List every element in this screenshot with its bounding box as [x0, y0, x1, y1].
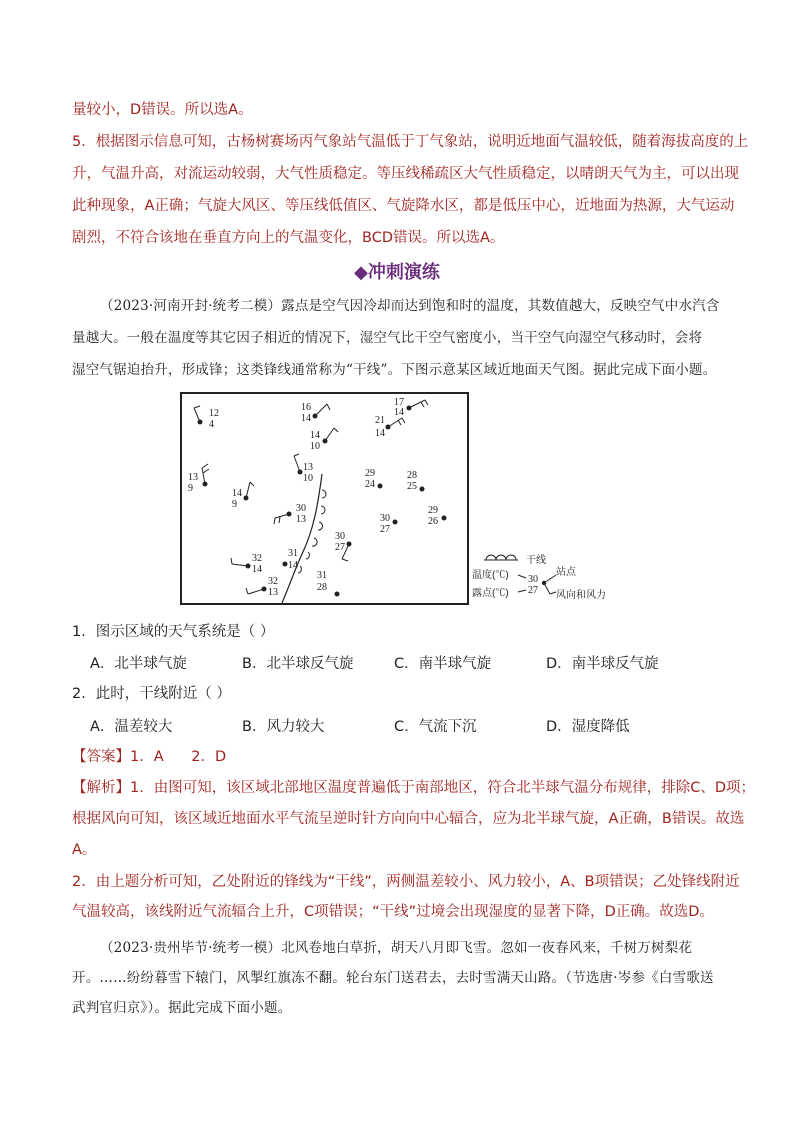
station-dew: 28: [317, 582, 327, 593]
analysis-row-2: 根据风向可知，该区域近地面水平气流呈逆时针方向向中心辐合，应为北半球气旋，A正确，B错误。故选: [72, 811, 745, 827]
station-dew: 13: [296, 514, 306, 525]
legend-station: 站点: [556, 567, 576, 578]
station-temp: 30: [380, 513, 390, 524]
station-marker: [246, 576, 278, 598]
station-marker: [283, 548, 299, 571]
station-dew: 27: [380, 524, 390, 535]
option-a[interactable]: A．温差较大: [90, 719, 173, 735]
station-temp: 17: [394, 397, 404, 408]
station-dew: 14: [288, 560, 298, 571]
station-temp: 13: [303, 462, 313, 473]
station-dew: 27: [335, 542, 345, 553]
stem-1-line-3: 湿空气锯迫抬升，形成锋；这类锋线通常称为“干线”。下图示意某区域近地面天气图。据此完成下面小题。: [72, 362, 717, 378]
option-c[interactable]: C．南半球气旋: [394, 656, 492, 672]
answer-text: 1．A 2．D: [130, 749, 227, 765]
station-marker: [317, 570, 340, 597]
analysis-row-5: 气温较高，该线附近气流辐合上升，C项错误；“干线”过境会出现湿度的显著下降，D正确。故选D。: [72, 904, 714, 920]
station-marker: [380, 513, 398, 535]
station-dew: 9: [232, 499, 237, 510]
station-dew: 14: [301, 413, 311, 424]
analysis-line-3: 升，气温升高，对流运动较弱，大气性质稳定。等压线稀疏区大气性质稳定，以晴朗天气为主，可以出现: [72, 166, 739, 182]
legend-temp: 温度(℃): [472, 570, 509, 581]
option-b[interactable]: B．风力较大: [242, 719, 325, 735]
legend-dew: 露点(℃): [472, 588, 509, 599]
station-dew: 10: [303, 473, 313, 484]
station-marker: [428, 505, 447, 527]
station-marker: [231, 553, 262, 575]
station-marker: [335, 531, 352, 561]
station-dew: 4: [209, 419, 214, 430]
legend-t: 30: [528, 574, 538, 585]
legend-dryline: 干线: [526, 555, 546, 566]
station-temp: 32: [268, 576, 278, 587]
stem-1-line-1: （2023·河南开封·统考二模）露点是空气因冷却而达到饱和时的温度，其数值越大，反映空气中水汽含: [100, 298, 720, 314]
station-marker: [274, 503, 306, 525]
question-2: 2．此时，干线附近（ ）: [72, 686, 231, 702]
station-marker: [301, 402, 330, 424]
station-marker: [375, 415, 405, 439]
question-2-options: [90, 715, 710, 736]
station-temp: 30: [335, 531, 345, 542]
station-temp: 13: [188, 472, 198, 483]
stem-1-line-2: 量越大。一般在温度等其它因子相近的情况下，湿空气比干空气密度小，当干空气向湿空气移动时，会将: [72, 330, 703, 346]
station-temp: 31: [288, 548, 298, 559]
answer-line: [72, 747, 722, 767]
station-temp: 29: [365, 468, 375, 479]
station-temp: 21: [375, 415, 385, 426]
analysis-tag: 【解析】: [72, 780, 130, 796]
station-marker: [407, 470, 425, 492]
station-temp: 29: [428, 505, 438, 516]
option-d[interactable]: D．南半球反气旋: [546, 656, 659, 672]
station-temp: 16: [301, 402, 311, 413]
station-marker: [194, 406, 219, 430]
analysis-line-5: 剧烈，不符合该地在垂直方向上的气温变化，BCD错误。所以选A。: [72, 230, 505, 246]
option-d[interactable]: D．湿度降低: [546, 719, 630, 735]
question-1-options: [90, 652, 710, 673]
analysis-text-1: 1．由图可知，该区域北部地区温度普遍低于南部地区，符合北半球气温分布规律，排除C、D项；: [130, 780, 756, 796]
option-c[interactable]: C．气流下沉: [394, 719, 477, 735]
stem-2-line-1: （2023·贵州毕节·统考一模）北风卷地白草折，胡天八月即飞雪。忽如一夜春风来，千树万树梨花: [100, 940, 693, 956]
weather-map-svg: [182, 394, 467, 603]
question-1: 1．图示区域的天气系统是（ ）: [72, 624, 275, 640]
legend-wind: 风向和风力: [556, 590, 606, 601]
station-temp: 28: [407, 470, 417, 481]
station-dew: 25: [407, 481, 417, 492]
station-dew: 26: [428, 516, 438, 527]
station-temp: 31: [317, 570, 327, 581]
station-dew: 24: [365, 479, 375, 490]
section-title-text: 冲刺演练: [367, 262, 440, 283]
analysis-line-1: 量较小，D错误。所以选A。: [72, 102, 253, 118]
option-a[interactable]: A．北半球气旋: [90, 656, 187, 672]
analysis-line-4: 此种现象，A正确；气旋大风区、等压线低值区、气旋降水区，都是低压中心，近地面为热源，大气运动: [72, 198, 735, 214]
station-dew: 10: [310, 441, 320, 452]
station-marker: [188, 464, 209, 494]
station-temp: 32: [252, 553, 262, 564]
station-dew: 9: [188, 483, 193, 494]
station-marker: [232, 482, 254, 510]
analysis-line-2: 5．根据图示信息可知，古杨树赛场丙气象站气温低于丁气象站，说明近地面气温较低，随着海拔高度的上: [72, 134, 749, 150]
weather-map: [180, 392, 469, 605]
option-b[interactable]: B．北半球反气旋: [242, 656, 354, 672]
station-marker: [365, 468, 383, 490]
station-temp: 12: [209, 408, 219, 419]
analysis-row-3: A。: [72, 842, 97, 858]
station-marker: [294, 454, 313, 484]
station-dew: 14: [394, 407, 404, 418]
analysis-row-1: [72, 778, 756, 798]
station-temp: 14: [232, 488, 242, 499]
stem-2-line-2: 开。……纷纷暮雪下辕门，风掣红旗冻不翻。轮台东门送君去，去时雪满天山路。（节选唐·岑参《白雪歌送: [72, 970, 714, 986]
diamond-icon: ◆: [354, 262, 368, 283]
map-legend: [470, 548, 630, 608]
station-marker: [394, 397, 428, 418]
station-dew: 14: [252, 564, 262, 575]
legend-d: 27: [528, 585, 538, 596]
station-dew: 14: [375, 428, 385, 439]
station-marker: [310, 428, 338, 452]
station-dew: 13: [268, 587, 278, 598]
answer-tag: 【答案】: [72, 749, 130, 765]
section-title: [0, 258, 794, 284]
analysis-row-4: 2．由上题分析可知，乙处附近的锋线为“干线”，两侧温差较小、风力较小，A、B项错误；乙处锋线附近: [72, 874, 740, 890]
stem-2-line-3: 武判官归京》）。据此完成下面小题。: [72, 1000, 292, 1016]
station-temp: 14: [310, 430, 320, 441]
station-temp: 30: [296, 503, 306, 514]
